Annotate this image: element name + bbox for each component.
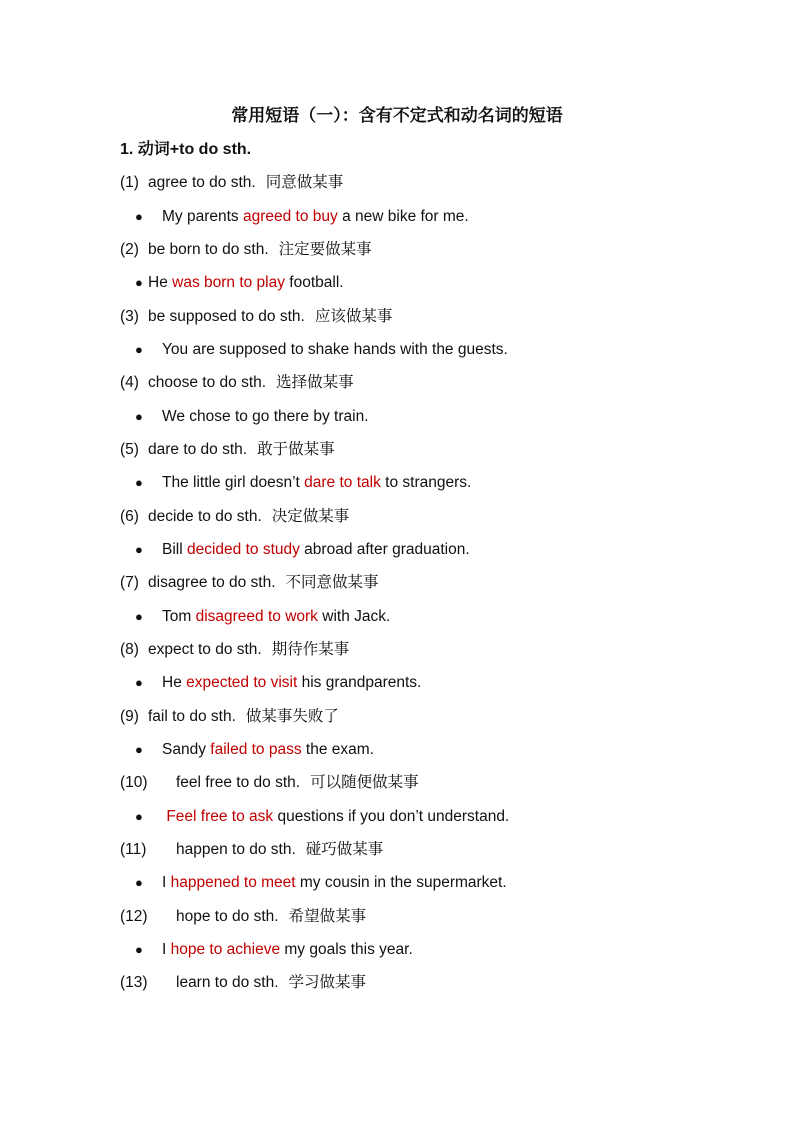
bullet-icon: ● — [135, 609, 143, 624]
example-highlight: happened to meet — [170, 874, 296, 891]
phrase-item — [120, 972, 366, 994]
example-text-end: abroad after graduation. — [299, 541, 470, 558]
phrase-item — [120, 906, 366, 928]
item-number: (11) — [120, 841, 147, 858]
item-number: (6) — [120, 508, 139, 525]
example-sentence — [135, 206, 469, 228]
example-sentence — [135, 672, 421, 694]
bullet-icon: ● — [135, 542, 143, 557]
example-highlight: decided to study — [186, 541, 300, 558]
phrase-item — [120, 506, 349, 528]
phrase-text: disagree to do sth. — [148, 574, 276, 591]
document-title: 常用短语（一）：含有不定式和动名词的短语 — [231, 106, 563, 125]
example-sentence — [135, 539, 470, 561]
phrase-meaning: 不同意做某事 — [285, 574, 379, 591]
example-sentence — [135, 872, 507, 894]
phrase-item — [120, 372, 354, 394]
example-text: We chose to go there by train. — [162, 408, 369, 425]
phrase-text: decide to do sth. — [148, 508, 262, 525]
phrase-item — [120, 772, 419, 794]
item-number: (4) — [120, 374, 139, 391]
example-text: I — [162, 941, 171, 958]
phrase-meaning: 希望做某事 — [288, 908, 367, 925]
bullet-icon: ● — [135, 475, 143, 490]
example-sentence — [135, 606, 390, 628]
example-highlight: failed to pass — [210, 741, 302, 758]
phrase-meaning: 可以随便做某事 — [310, 774, 419, 791]
example-text-end: his grandparents. — [297, 674, 422, 691]
example-text: You are supposed to shake hands with the guests. — [162, 341, 508, 358]
section-heading: 1. 动词+to do sth. — [120, 141, 252, 158]
example-text-end: football. — [285, 274, 344, 291]
phrase-item — [120, 839, 383, 861]
phrase-text: fail to do sth. — [148, 708, 236, 725]
example-text: Bill — [162, 541, 187, 558]
example-sentence — [135, 739, 374, 761]
example-text: The little girl doesn’t — [162, 474, 305, 491]
phrase-meaning: 碰巧做某事 — [305, 841, 384, 858]
example-sentence — [135, 939, 413, 961]
item-number: (8) — [120, 641, 139, 658]
example-text: He — [148, 274, 173, 291]
phrase-item — [120, 306, 392, 328]
phrase-text: hope to do sth. — [176, 908, 279, 925]
phrase-meaning: 注定要做某事 — [278, 241, 372, 258]
phrase-meaning: 敢于做某事 — [257, 441, 335, 458]
bullet-icon: ● — [135, 809, 143, 824]
item-number: (13) — [120, 974, 148, 991]
phrase-meaning: 选择做某事 — [276, 374, 354, 391]
example-text: Tom — [162, 608, 196, 625]
example-text: My parents — [162, 208, 243, 225]
example-highlight: expected to visit — [186, 674, 298, 691]
phrase-text: be supposed to do sth. — [148, 308, 305, 325]
item-number: (12) — [120, 908, 148, 925]
item-number: (1) — [120, 174, 139, 191]
phrase-text: agree to do sth. — [148, 174, 256, 191]
example-highlight: was born to play — [172, 274, 285, 291]
example-text-end: questions if you don’t understand. — [273, 808, 510, 825]
example-sentence — [135, 272, 344, 294]
example-text: I — [162, 874, 171, 891]
phrase-text: learn to do sth. — [176, 974, 279, 991]
phrase-item — [120, 439, 335, 461]
phrase-meaning: 决定做某事 — [271, 508, 350, 525]
phrase-item — [120, 639, 349, 661]
example-text-end: the exam. — [301, 741, 374, 758]
bullet-icon: ● — [135, 409, 143, 424]
phrase-text: dare to do sth. — [148, 441, 248, 458]
item-number: (2) — [120, 241, 139, 258]
item-number: (7) — [120, 574, 139, 591]
example-text: Sandy — [162, 741, 211, 758]
example-highlight: disagreed to work — [195, 608, 318, 625]
example-highlight: Feel free to ask — [166, 808, 274, 825]
example-text-end: my cousin in the supermarket. — [295, 874, 507, 891]
item-number: (3) — [120, 308, 139, 325]
example-text-end: a new bike for me. — [337, 208, 469, 225]
phrase-item — [120, 572, 379, 594]
phrase-meaning: 同意做某事 — [265, 174, 344, 191]
bullet-icon: ● — [135, 742, 143, 757]
item-number: (5) — [120, 441, 139, 458]
phrase-meaning: 学习做某事 — [288, 974, 367, 991]
bullet-icon: ● — [135, 209, 143, 224]
bullet-icon: ● — [135, 875, 143, 890]
example-highlight: hope to achieve — [170, 941, 281, 958]
phrase-text: expect to do sth. — [148, 641, 262, 658]
phrase-meaning: 做某事失败了 — [245, 708, 339, 725]
phrase-item — [120, 706, 339, 728]
item-number: (10) — [120, 774, 148, 791]
bullet-icon: ● — [135, 342, 143, 357]
example-text-end: my goals this year. — [280, 941, 413, 958]
phrase-item — [120, 172, 343, 194]
phrase-text: choose to do sth. — [148, 374, 267, 391]
phrase-meaning: 应该做某事 — [314, 308, 393, 325]
example-sentence — [135, 806, 509, 828]
example-highlight: agreed to buy — [242, 208, 338, 225]
example-sentence — [135, 472, 471, 494]
example-text-end: to strangers. — [380, 474, 472, 491]
phrase-item — [120, 239, 372, 261]
bullet-icon: ● — [135, 275, 143, 290]
bullet-icon: ● — [135, 675, 143, 690]
phrase-meaning: 期待作某事 — [271, 641, 350, 658]
example-text: He — [162, 674, 187, 691]
phrase-text: be born to do sth. — [148, 241, 269, 258]
phrase-text: feel free to do sth. — [176, 774, 301, 791]
example-highlight: dare to talk — [304, 474, 381, 491]
bullet-icon: ● — [135, 942, 143, 957]
item-number: (9) — [120, 708, 139, 725]
example-text-end: with Jack. — [317, 608, 391, 625]
example-sentence — [135, 339, 508, 361]
phrase-text: happen to do sth. — [176, 841, 296, 858]
example-sentence — [135, 406, 369, 428]
